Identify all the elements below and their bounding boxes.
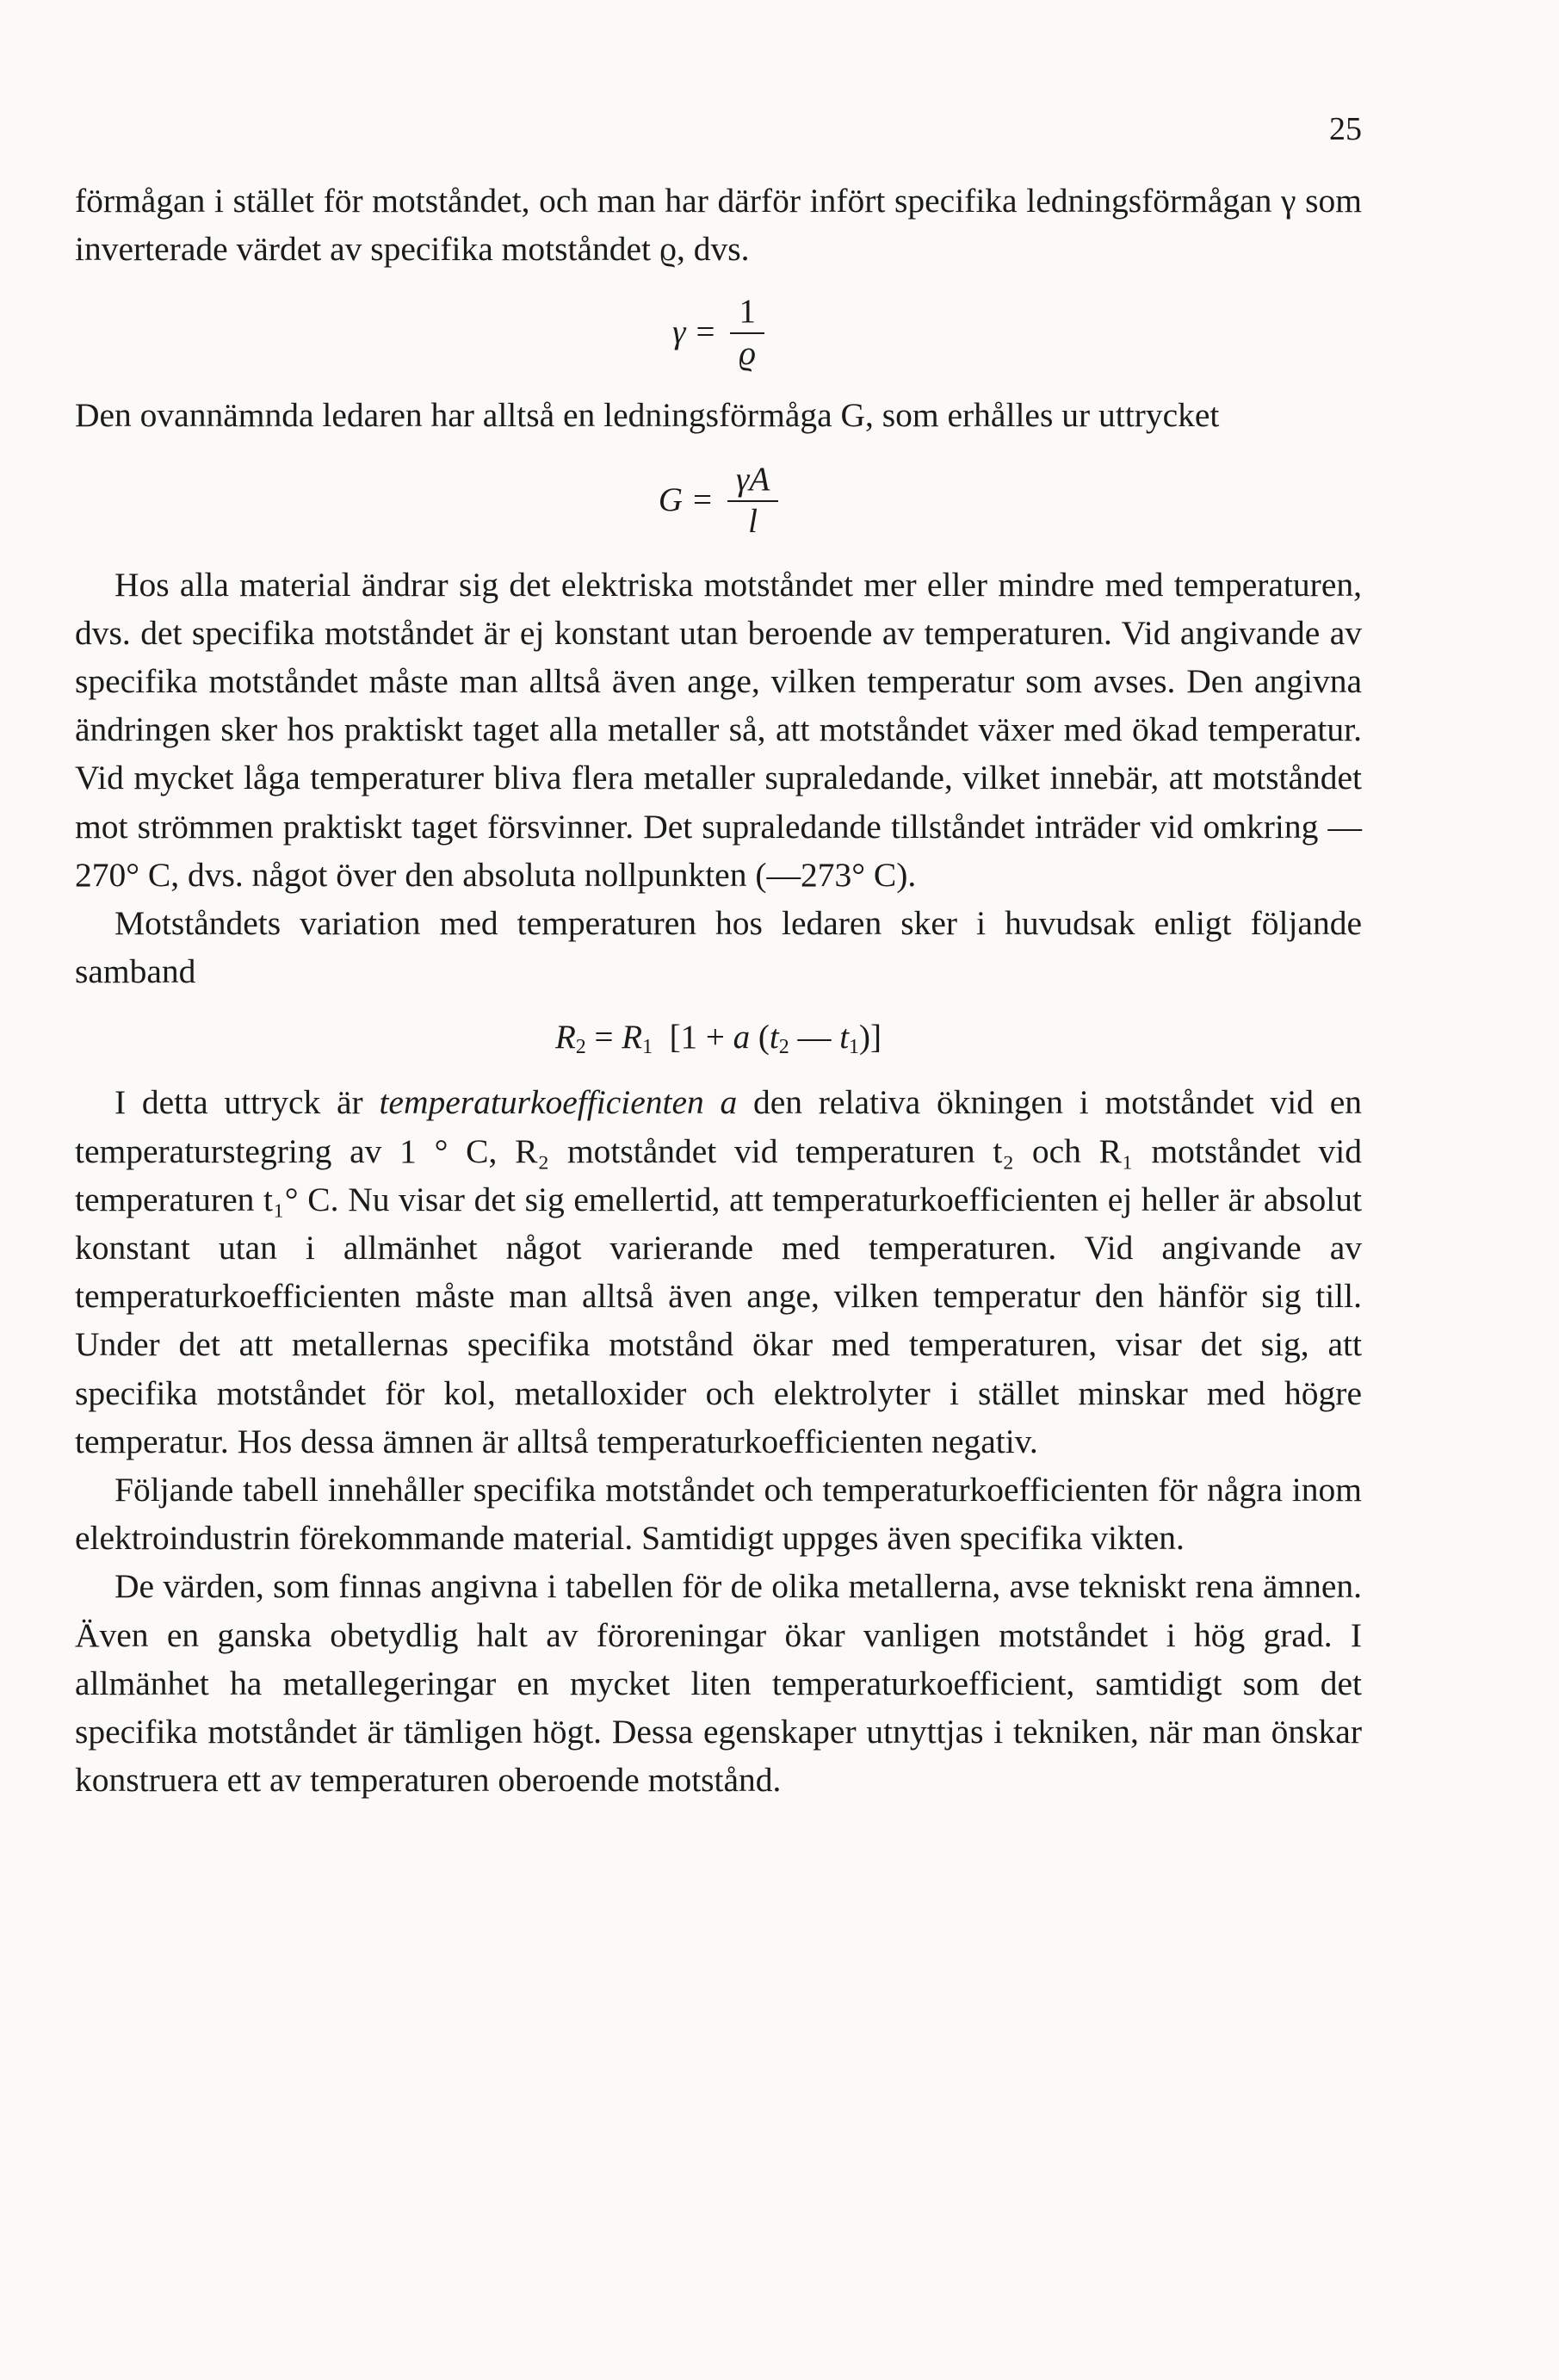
formula-r2-sub: 2 bbox=[575, 1035, 586, 1058]
paragraph-6: Följande tabell innehåller specifika motståndet och temperaturkoefficienten för några inom elektroindustrin förekommande material. Samtidigt uppges även specifika vikten. bbox=[75, 1471, 1362, 1558]
paragraph-5 bbox=[75, 1078, 1362, 1466]
formula-paren-open: ( bbox=[758, 1018, 770, 1056]
formula-t2-sub: 2 bbox=[778, 1035, 789, 1058]
formula-minus: — bbox=[797, 1018, 832, 1056]
formula-r1-sub: 1 bbox=[642, 1035, 653, 1058]
formula-resistance-temperature bbox=[75, 995, 1362, 1078]
paragraph-5-start: I detta uttryck är bbox=[114, 1083, 380, 1122]
fraction-denominator: l bbox=[748, 502, 758, 540]
fraction bbox=[727, 459, 778, 542]
formula-lhs: γ bbox=[672, 313, 686, 351]
formula-conductivity bbox=[75, 273, 1362, 391]
fraction-numerator: 1 bbox=[730, 291, 764, 334]
formula-alpha: a bbox=[733, 1018, 751, 1056]
formula-close: )] bbox=[859, 1018, 882, 1056]
formula-lhs: G bbox=[658, 481, 683, 519]
page-body bbox=[75, 177, 1362, 1804]
formula-equals: = bbox=[692, 481, 712, 519]
formula-t1-sub: 1 bbox=[849, 1035, 860, 1058]
formula-r1: R bbox=[622, 1018, 643, 1056]
formula-bracket-open: [1 + bbox=[669, 1018, 725, 1056]
formula-r2: R bbox=[554, 1018, 576, 1056]
formula-equals: = bbox=[594, 1018, 614, 1056]
fraction-numerator: γA bbox=[727, 459, 778, 502]
paragraph-7: De värden, som finnas angivna i tabellen för de olika metallerna, avse tekniskt rena ämnen. Även en ganska obetydlig halt av föroreningar ökar vanligen motståndet i hög grad. I allmänhet ha metallegeringar en mycket liten temperaturkoefficient, samtidigt som det specifika motståndet är tämligen högt. Dessa egenskaper utnyttjas i tekniken, när man önskar konstruera ett av temperaturen oberoende motstånd. bbox=[75, 1567, 1362, 1800]
fraction-denominator: ϱ bbox=[739, 334, 757, 372]
formula-equals: = bbox=[696, 313, 715, 351]
paragraph-1: förmågan i stället för motståndet, och man har därför infört specifika ledningsförmågan γ som inverterade värdet av specifika motståndet ϱ, dvs. bbox=[75, 182, 1362, 269]
formula-conductance bbox=[75, 440, 1362, 561]
formula-t2: t bbox=[769, 1018, 779, 1056]
page-number: 25 bbox=[1329, 111, 1362, 147]
paragraph-5-rest: den relativa ökningen i motståndet vid en temperaturstegring av 1 ° C, R₂ motståndet vid temperaturen t₂ och R₁ motståndet vid temperaturen t₁° C. Nu visar det sig emellertid, att temperaturkoefficienten ej heller är absolut konstant utan i allmänhet något varierande med temperaturen. Vid angivande av temperaturkoefficienten måste man alltså även ange, vilken temperatur den hänför sig till. Under det att metallernas specifika motstånd ökar med temperaturen, visar det sig, att specifika motståndet för kol, metalloxider och elektrolyter i stället minskar med högre temperatur. Hos dessa ämnen är alltså temperaturkoefficienten negativ. bbox=[75, 1083, 1362, 1460]
paragraph-4: Motståndets variation med temperaturen hos ledaren sker i huvudsak enligt följande samband bbox=[75, 904, 1362, 991]
paragraph-2: Den ovannämnda ledaren har alltså en ledningsförmåga G, som erhålles ur uttrycket bbox=[75, 396, 1220, 435]
paragraph-3: Hos alla material ändrar sig det elektriska motståndet mer eller mindre med temperaturen, dvs. det specifika motståndet är ej konstant utan beroende av temperaturen. Vid angivande av specifika motståndet måste man alltså även ange, vilken temperatur som avses. Den angivna ändringen sker hos praktiskt taget alla metaller så, att motståndet växer med ökad temperatur. Vid mycket låga temperaturer bliva flera metaller supraledande, vilket innebär, att motståndet mot strömmen praktiskt taget försvinner. Det supraledande tillståndet inträder vid omkring —270° C, dvs. något över den absoluta nollpunkten (—273° C). bbox=[75, 565, 1362, 894]
fraction bbox=[730, 291, 764, 374]
paragraph-5-term: temperaturkoefficienten a bbox=[379, 1083, 738, 1122]
formula-t1: t bbox=[839, 1018, 850, 1056]
